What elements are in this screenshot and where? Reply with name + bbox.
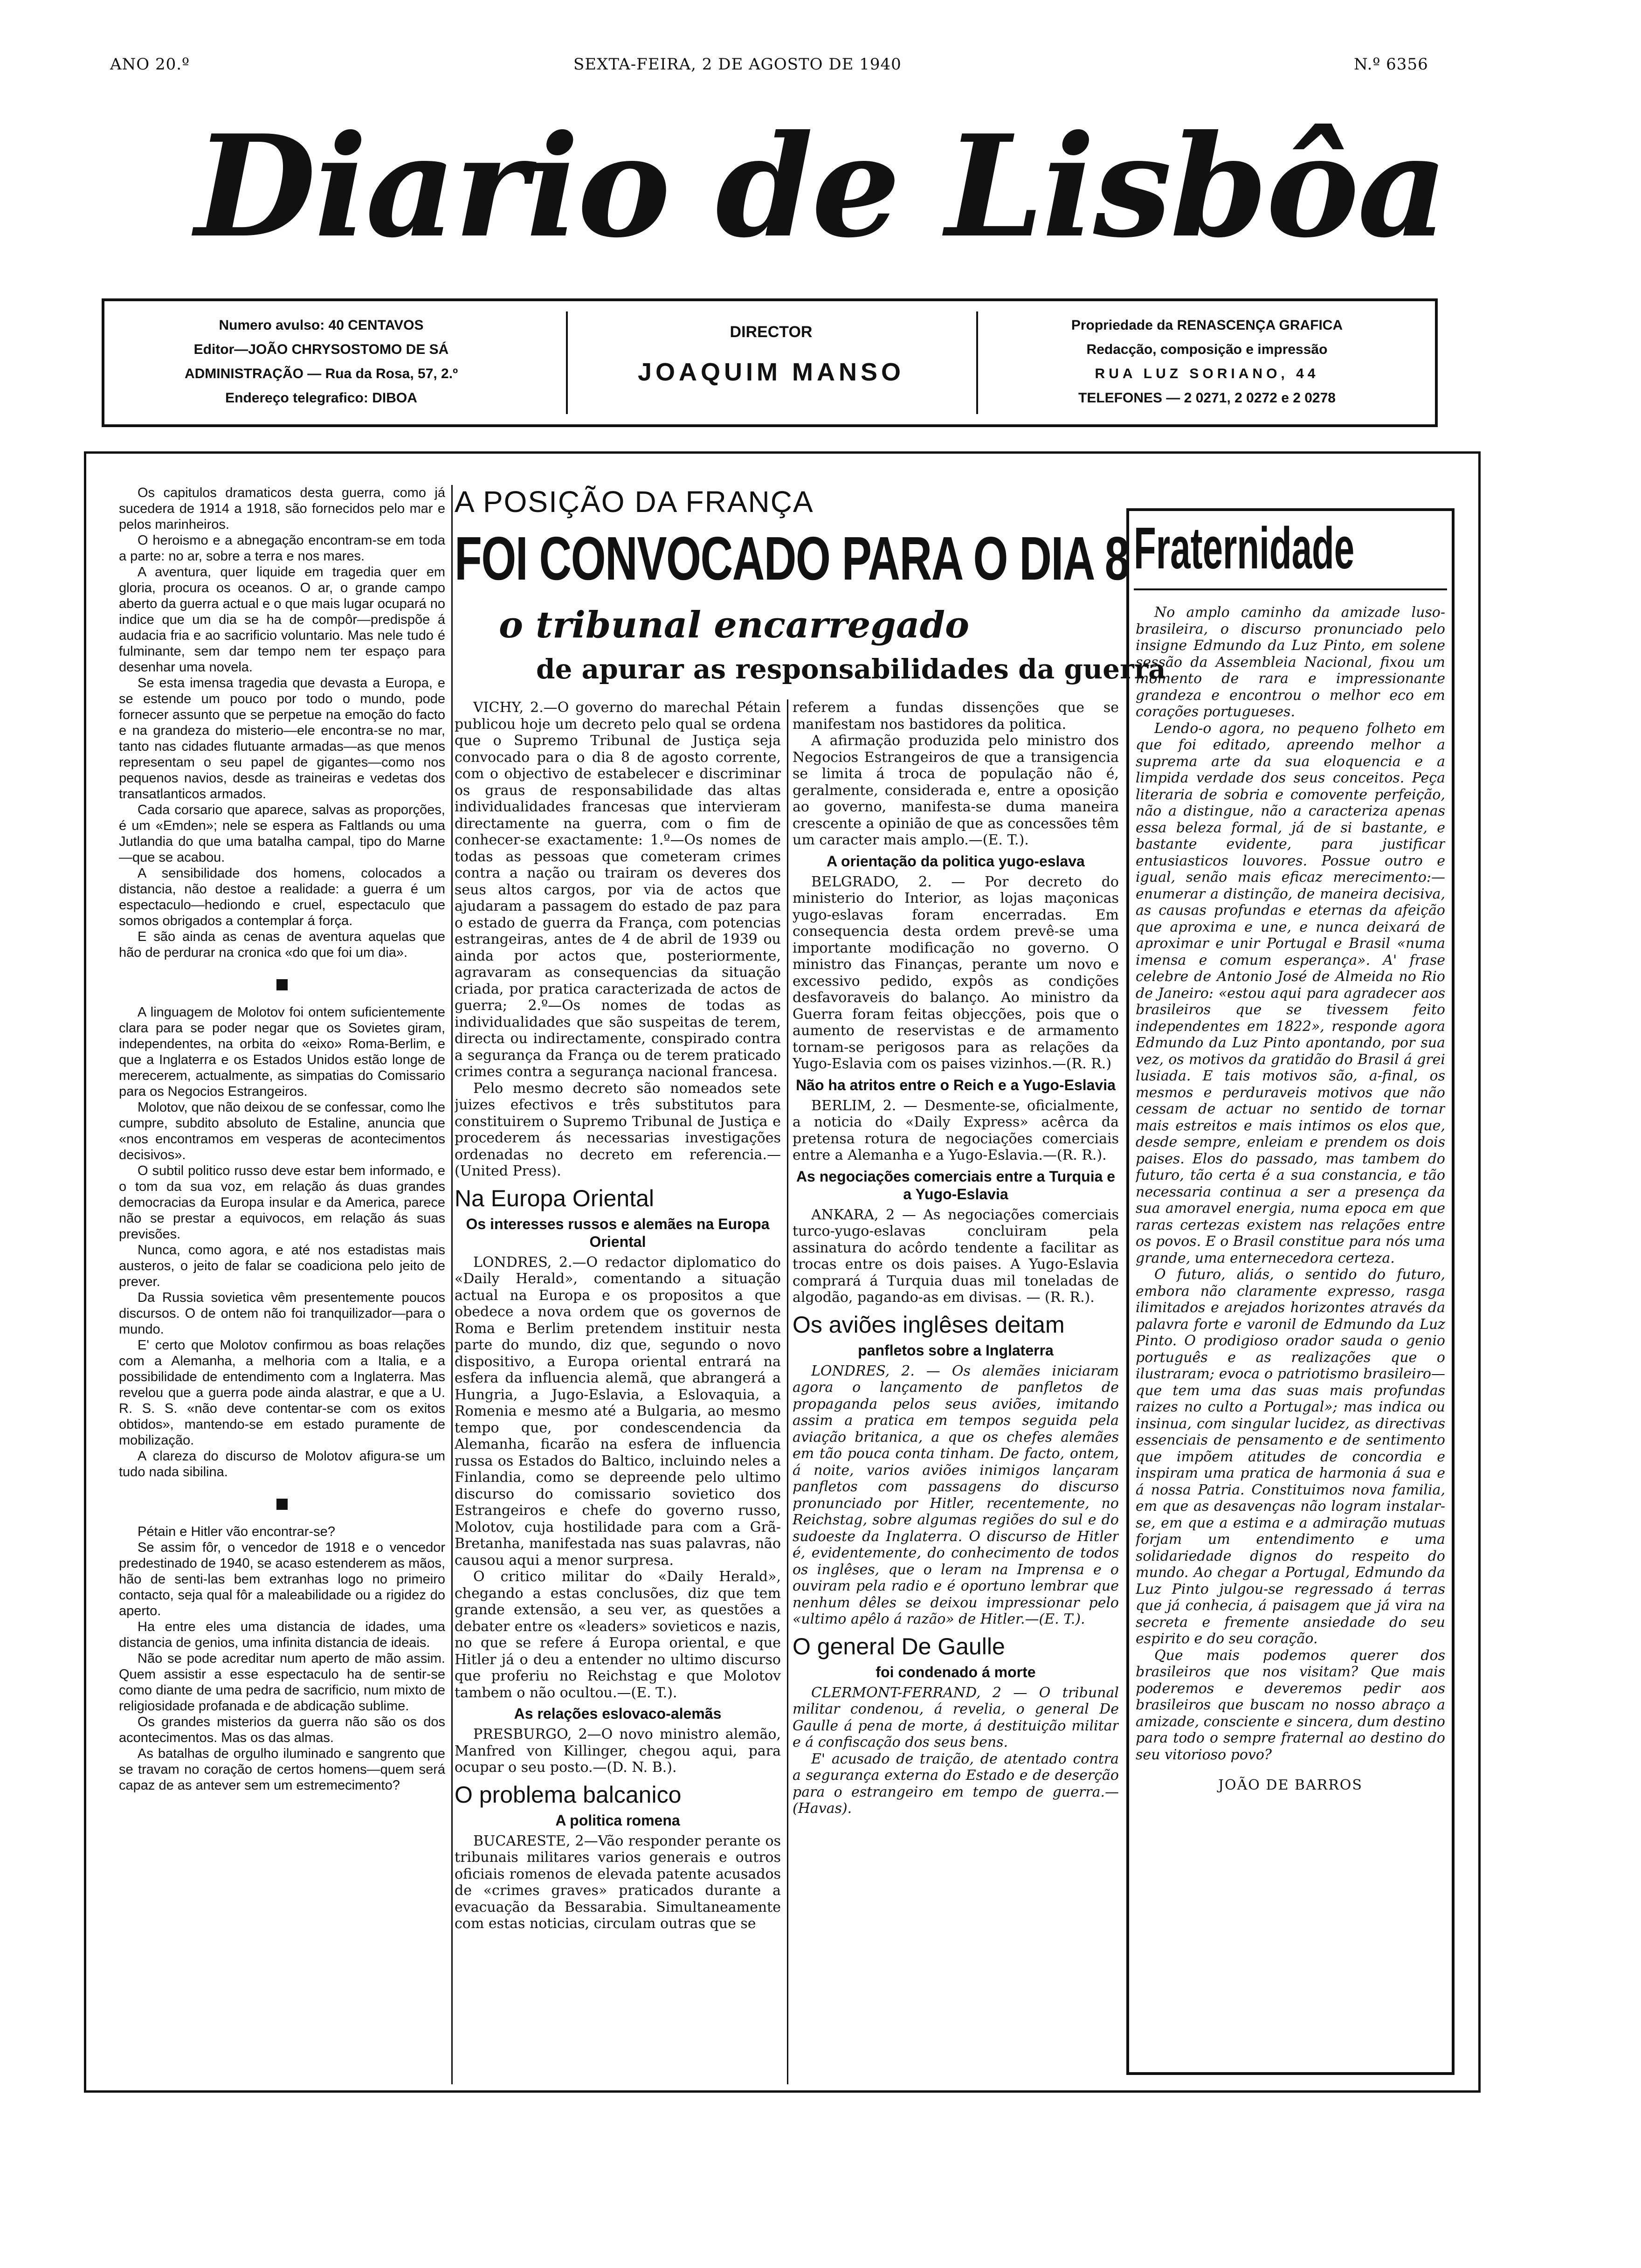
info-line: Redacção, composição e impressão [1086,342,1328,357]
edition-date: SEXTA-FEIRA, 2 DE AGOSTO DE 1940 [573,55,902,74]
director-name: JOAQUIM MANSO [637,358,905,386]
paragraph: A sensibilidade dos homens, colocados a distancia, não destoe a realidade: a guerra é um espectaculo—hediondo e cruel, espectaculo que somos obrigados a contemplar á força. [119,866,445,928]
paragraph: A afirmação produzida pelo ministro dos Negocios Estrangeiros de que a transigencia se limita á troca de população não é, geralmente, considerada e, entre a oposição ao governo, manifesta-se duma maneira crescente a opinião de que as concessões têm um caracter mais amplo.—(E. T.). [793,733,1119,848]
paragraph: ANKARA, 2 — As negociações comerciais turco-yugo-eslavas concluiram pela assinatura do acôrdo tendente a facilitar as trocas entre os dois paises. A Yugo-Eslavia comprará á Turquia duas mil toneladas de algodão, pagando-as em divisas. — (R. R.). [793,1206,1119,1306]
deck-line-1: o tribunal encarregado [499,604,970,646]
paragraph: Os capitulos dramaticos desta guerra, como já sucedera de 1914 a 1918, são fornecidos pelo mar e pelos marinheiros. [119,485,445,532]
column-fraternidade [1136,604,1445,2064]
info-line: Propriedade da RENASCENÇA GRAFICA [1071,318,1343,333]
section-heading: Os aviões inglêses deitam [793,1311,1065,1338]
paragraph: As batalhas de orgulho iluminado e sangrento que se travam no coração de certos homens—quem será capaz de as antever sem um estremecimento? [119,1746,445,1793]
subheading: Os interesses russos e alemães na Europa Oriental [466,1215,770,1250]
subheading: As negociações comerciais entre a Turquia e a Yugo-Eslavia [796,1168,1116,1203]
info-line: Numero avulso: 40 CENTAVOS [219,318,424,333]
info-line: TELEFONES — 2 0271, 2 0272 e 2 0278 [1078,390,1336,406]
kicker: A POSIÇÃO DA FRANÇA [455,485,814,519]
main-headline: FOI CONVOCADO PARA O DIA 8 [455,524,1129,593]
paragraph: E são ainda as cenas de aventura aquelas que hão de perdurar na cronica «do que foi um dia». [119,929,445,960]
paragraph: Pelo mesmo decreto são nomeados sete juizes efectivos e três substitutos para constituirem o Supremo Tribunal de Justiça e procederem ás necessarias investigações ordenadas no decreto em referencia.—(United Press). [455,1080,781,1179]
info-line: Endereço telegrafico: DIBOA [225,390,417,406]
paragraph: VICHY, 2.—O governo do marechal Pétain publicou hoje um decreto pelo qual se ordena que o Supremo Tribunal de Justiça seja convocado para o dia 8 de agosto corrente, com o objectivo de estabelecer e discriminar os graus de responsabilidade das altas individualidades francesas que intervieram directamente na guerra, com o fim de conhecer-se exactamente: 1.º—Os nomes de todas as pessoas que cometeram crimes contra a nação ou trairam os deveres dos seus altos cargos, por via de actos que ajudaram a passagem do estado de paz para o estado de guerra da França, com potencias estrangeiras, antes de 4 de abril de 1939 ou ainda por actos que, posteriormente, agravaram as consequencias da situação criada, por pratica caracterizada de actos de guerra; 2.º—Os nomes de todas as individualidades que são suspeitas de terem, directa ou indirectamente, conspirado contra a segurança da França ou de terem praticado crimes contra a segurança nacional francesa. [455,699,781,1080]
info-director [571,320,972,391]
paragraph: Se assim fôr, o vencedor de 1918 e o vencedor predestinado de 1940, se acaso estenderem as mãos, hão de senti-las bem extranhas logo no primeiro contacto, seja qual fôr a maleabilidade ou a rigidez do aperto. [119,1540,445,1618]
paragraph: Se esta imensa tragedia que devasta a Europa, e se estende um pouco por todo o mundo, pode fornecer assunto que se perpetue na emoção do facto e na grandeza do misterio—ele encontra-se no mar, tanto nas cidades flutuante armadas—as que menos representam o seu papel de gigantes—como nos pequenos navios, desde as traineiras e vedetas dos transatlanticos armados. [119,676,445,802]
director-label: DIRECTOR [730,323,813,341]
paragraph: Não se pode acreditar num aperto de mão assim. Quem assistir a esse espectaculo ha de sentir-se como diante de uma pedra de sacrificio, num mixto de religiosidade profanada e de abdicação sublime. [119,1651,445,1714]
column-vichy [455,699,781,2084]
paragraph: Os grandes misterios da guerra não são os dos acontecimentos. Mas os das almas. [119,1715,445,1745]
paragraph: A aventura, quer liquide em tragedia quer em gloria, procura os oceanos. O ar, o grande campo aberto da guerra actual e o que mais lugar ocupará no indice que um dia se ha de compôr—predispõe á audacia fria e ao sacrificio voluntario. Mas nele tudo é fulminante, sem dar tempo nem ter espaço para desenhar uma novela. [119,565,445,675]
paragraph: CLERMONT-FERRAND, 2 — O tribunal militar condenou, á revelia, o general De Gaulle á pena de morte, á destituição militar e á confiscação dos seus bens. [793,1684,1119,1750]
column-news [793,699,1119,2084]
paragraph: BUCARESTE, 2—Vão responder perante os tribunais militares varios generais e outros oficiais romenos de elevada patente acusados de «crimes graves» praticados durante a evacuação da Bessarabia. Simultaneamente com estas noticias, circulam outras que se [455,1832,781,1932]
paragraph: O futuro, aliás, o sentido do futuro, embora não claramente expresso, rasga ilimitados e arejados horizontes através da palavra forte e varonil de Edmundo da Luz Pinto. O prodigioso orador sauda o genio português e as realizações que o ilustraram; evoca o patriotismo brasileiro—que tem uma das suas mais profundas raizes no culto a Portugal»; mas indica ou insinua, com singular lucidez, as directivas essenciais de pensamento e de sentimento que impõem atitudes de concordia e inspiram uma pratica de harmonia á sua e á nossa Patria. Constituimos nova familia, em que as desavenças não logram instalar-se, em que a estima e a admiração mutuas forjam um entendimento e uma solidariedade dignos do respeito do mundo. Ao chegar a Portugal, Edmundo da Luz Pinto julgou-se regressado á terras que já conhecia, á paisagem que já vira na secreta e fremente ansiedade do seu espirito e do seu coração. [1136,1266,1445,1647]
info-right [986,313,1428,410]
paragraph: BERLIM, 2. — Desmente-se, oficialmente, a noticia do «Daily Express» acêrca da pretensa rotura de negociações comerciais entre a Alemanha e a Yugo-Eslavia.—(R. R.). [793,1097,1119,1163]
section-heading: O general De Gaulle [793,1633,1005,1660]
info-line: Editor—JOÃO CHRYSOSTOMO DE SÁ [193,342,449,357]
paragraph: No amplo caminho da amizade luso-brasileira, o discurso pronunciado pelo insigne Edmundo da Luz Pinto, em solene sessão da Assembleia Nacional, fixou um momento de rara e impressionante grandeza e encontrou o melhor eco em corações portugueses. [1136,604,1445,720]
paragraph: Pétain e Hitler vão encontrar-se? [138,1524,335,1539]
paragraph: A linguagem de Molotov foi ontem suficientemente clara para se poder negar que os Sovietes giram, independentes, na orbita do «eixo» Roma-Berlim, e que a Inglaterra e os Estados Unidos estão longe de merecerem, actualmente, as simpatias do Comissario para os Negocios Estrangeiros. [119,1005,445,1099]
signature: JOÃO DE BARROS [1218,1777,1363,1793]
paragraph: Da Russia sovietica vêm presentemente poucos discursos. O de ontem não foi tranquilizador—para o mundo. [119,1290,445,1337]
section-bullet [276,979,288,990]
fraternidade-title: Fraternidade [1134,515,1355,581]
section-heading: Na Europa Oriental [455,1185,655,1211]
paragraph: Molotov, que não deixou de se confessar, como lhe cumpre, subdito absoluto de Estaline, anuncia que «nos encontramos em vesperas de acontecimentos decisivos». [119,1100,445,1162]
subheading: Não ha atritos entre o Reich e a Yugo-Eslavia [796,1076,1116,1093]
paragraph: E' acusado de traição, de atentado contra a segurança externa do Estado e de deserção para o estrangeiro em tempo de guerra.—(Havas). [793,1750,1119,1817]
masthead-title: Diario de Lisbôa [194,104,1447,269]
edition-year: ANO 20.º [110,55,190,74]
paragraph: O subtil politico russo deve estar bem informado, e o tom da sua voz, em relação ás duas grandes democracias da Europa insular e da America, parece não se prestar a equivocos, em relação ás suas previsões. [119,1163,445,1242]
subheading: foi condenado á morte [876,1663,1036,1680]
section-bullet [276,1499,288,1510]
info-box [102,298,1438,427]
paragraph: Que mais podemos querer dos brasileiros que nos visitam? Que mais poderemos e deveremos pedir aos brasileiros que buscam no nosso abraço a amizade, consciente e sincera, dum destino para todo o sempre fraternal ao destino do seu vitorioso povo? [1136,1647,1445,1763]
subheading: A politica romena [555,1812,680,1829]
paragraph: PRESBURGO, 2—O novo ministro alemão, Manfred von Killinger, chegou aqui, para ocupar o seu posto.—(D. N. B.). [455,1726,781,1776]
paragraph: E' certo que Molotov confirmou as boas relações com a Alemanha, a melhoria com a Italia, e a possibilidade de entendimento com a Inglaterra. Mas revelou que a guerra pode ainda alastrar, e que a U. R. S. S. «não deve contentar-se com os exitos obtidos», mantendo-se em estado puramente de mobilização. [119,1338,445,1448]
paragraph: BELGRADO, 2. — Por decreto do ministerio do Interior, as lojas maçonicas yugo-eslavas foram encerradas. Em consequencia desta ordem prevê-se uma importante modificação no governo. O ministro das Finanças, perante um novo e excessivo pedido, expôs as condições desfavoraveis do balanço. Ao ministro da Guerra foram feitas objecções, pois que o aumento de reservistas e de armamento tornam-se perigosos para as relações da Yugo-Eslavia com os paises vizinhos.—(R. R.) [793,873,1119,1072]
subheading: As relações eslovaco-alemãs [514,1705,722,1722]
paragraph: Nunca, como agora, e até nos estadistas mais austeros, o jeito de falar se coadiciona pelo jeito de prever. [119,1243,445,1289]
info-line: ADMINISTRAÇÃO — Rua da Rosa, 57, 2.º [184,366,458,381]
paragraph: O critico militar do «Daily Herald», chegando a estas conclusões, diz que tem grande extensão, a seu ver, as questões a debater entre os «leaders» sovieticos e nazis, no que se refere á Europa oriental, e que Hitler já o deu a entender no ultimo discurso que proferiu no Reichstag e que Molotov tambem o não ocultou.—(E. T.). [455,1569,781,1701]
deck-line-2: de apurar as responsabilidades da guerra [536,653,1166,685]
paragraph: referem a fundas dissenções que se manifestam nos bastidores da politica. [793,699,1119,733]
column-chronicle [119,485,445,2084]
subheading: A orientação da politica yugo-eslava [827,852,1085,870]
paragraph: LONDRES, 2.—O redactor diplomatico do «Daily Herald», comentando a situação actual na Europa e os propositos a que obedece a nova ordem que os governos de Roma e Berlim pretendem instituir nesta parte do mundo, diz que, segundo o novo dispositivo, a Europa oriental entrará na esfera da influencia alemã, que abrangerá a Hungria, a Jugo-Eslavia, a Eslovaquia, a Romenia e mesmo até a Bulgaria, ao mesmo tempo que, por condescendencia da Alemanha, ficarão na esfera de influencia russa os Estados do Baltico, incluindo neles a Finlandia, como se depreende pelo ultimo discurso do comissario sovietico dos Estrangeiros e chefe do governo russo, Molotov, cuja hostilidade para com a Grã-Bretanha, manifestada nas suas palavras, não causou aqui a menor surpresa. [455,1254,781,1569]
paragraph: O heroismo e a abnegação encontram-se em toda a parte: no ar, sobre a terra e nos mares. [119,533,445,564]
edition-number: N.º 6356 [1354,55,1428,74]
paragraph: Ha entre eles uma distancia de idades, uma distancia de genios, uma infinita distancia de ideais. [119,1619,445,1650]
paragraph: Lendo-o agora, no pequeno folheto em que foi editado, apreendo melhor a suprema arte da sua eloquencia e a limpida verdade dos seus conceitos. Peça literaria de sobria e comovente perfeição, não a distingue, não a caracteriza apenas essa beleza formal, já de si bastante, e bastante evidente, para justificar entusiasticos louvores. Possue outro e igual, senão mais eficaz merecimento:—enumerar a distinção, de maneira decisiva, as causas profundas e eternas da afeição que aproxima e une, e nunca deixará de aproximar e unir Portugal e Brasil «numa imensa e comum esperança». A' frase celebre de Antonio José de Almeida no Rio de Janeiro: «estou aqui para agradecer aos brasileiros que se tivessem feito independentes em 1822», responde agora Edmundo da Luz Pinto apontando, por sua vez, os motivos da gratidão do Brasil á grei lusiada. E tais motivos são, a-final, os mesmos e perduraveis motivos que não cessam de actuar no sentido de tornar mais estreitos e mais intimos os elos que, desde sempre, enleiam e prendem os dois paises. Elos do passado, mas tambem do futuro, tão certa é a sua constancia, e tão necessaria continua a ser a presença da sua amoravel energia, numa epoca em que raras certezas existem nas relações entre os povos. E o Brasil constitue para nós uma grande, uma enternecedora certeza. [1136,720,1445,1266]
paragraph: A clareza do discurso de Molotov afigura-se um tudo nada sibilina. [119,1449,445,1480]
info-line: RUA LUZ SORIANO, 44 [1095,366,1319,381]
section-heading: O problema balcanico [455,1781,682,1808]
subheading: panfletos sobre a Inglaterra [858,1341,1054,1359]
info-left [118,313,524,410]
paragraph: LONDRES, 2. — Os alemães iniciaram agora o lançamento de panfletos de propaganda pelos seus aviões, imitando assim a pratica em tempos seguida pela aviação britanica, a que os chefes alemães em tão pouca conta tinham. De facto, ontem, á noite, varios aviões inimigos lançaram panfletos com passagens do discurso pronunciado por Hitler, recentemente, no Reichstag, sobre algumas regiões do sul e do sudoeste da Inglaterra. O discurso de Hitler é, evidentemente, do conhecimento de todos os inglêses, que o leram na Imprensa e o ouviram pela radio e é oportuno lembrar que nenhum dêles se deixou impressionar pelo «ultimo apêlo á razão» de Hitler.—(E. T.). [793,1362,1119,1627]
paragraph: Cada corsario que aparece, salvas as proporções, é um «Emden»; nele se espera as Faltlands ou uma Jutlandia do que uma batalha campal, tipo do Marne—que se acabou. [119,802,445,865]
